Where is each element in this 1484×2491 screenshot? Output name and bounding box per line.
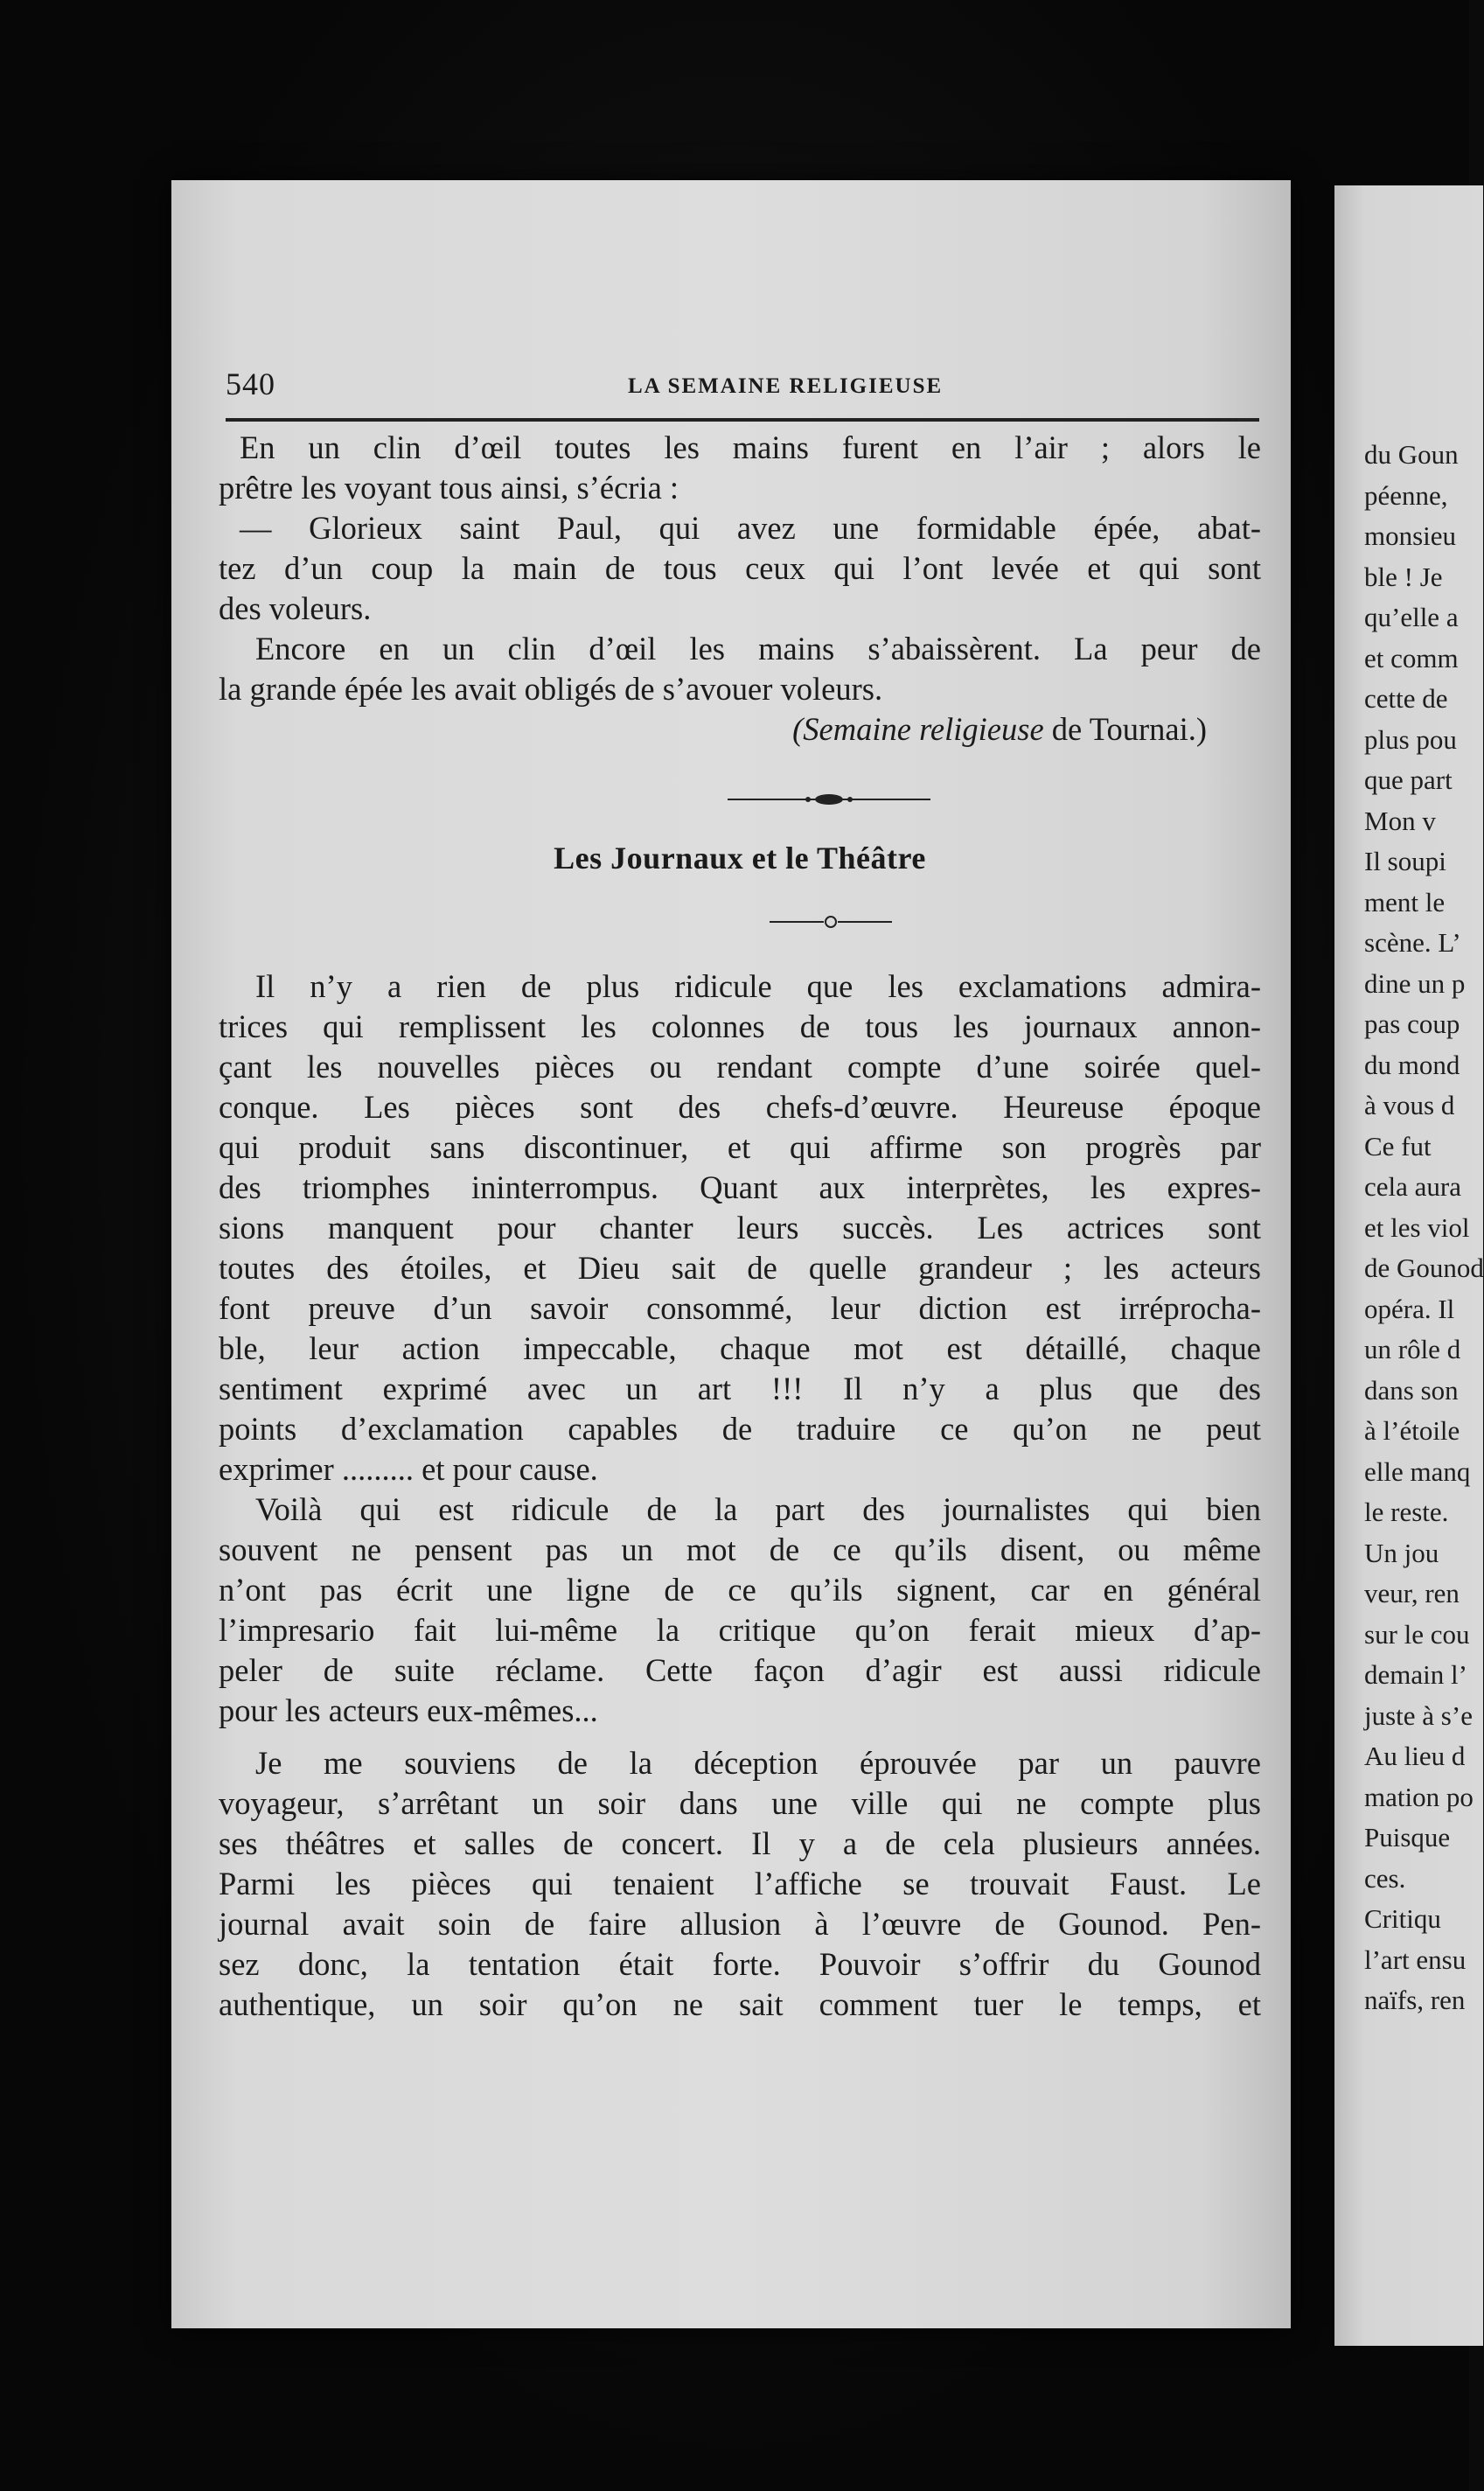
section-title: Les Journaux et le Théâtre bbox=[554, 841, 926, 876]
intro-line: des voleurs. bbox=[219, 590, 372, 626]
intro-line: Encore en un clin d’œil les mains s’abaissèrent. La peur de bbox=[255, 631, 1261, 666]
small-divider bbox=[770, 913, 892, 931]
facing-page-line: naïfs, ren bbox=[1364, 1985, 1466, 2015]
facing-page-line: monsieu bbox=[1364, 520, 1457, 551]
source-citation bbox=[219, 711, 1207, 747]
facing-page-line: et comm bbox=[1364, 642, 1459, 673]
text-line: conque. Les pièces sont des chefs-d’œuvre. Heureuse époque bbox=[219, 1089, 1261, 1125]
facing-page-line: cela aura bbox=[1364, 1171, 1461, 1202]
facing-page-line: péenne, bbox=[1364, 479, 1448, 511]
text-line: Il n’y a rien de plus ridicule que les exclamations admira- bbox=[255, 968, 1261, 1004]
facing-page-line: dans son bbox=[1364, 1374, 1459, 1406]
facing-page-line: pas coup bbox=[1364, 1008, 1460, 1039]
facing-page-line: dine un p bbox=[1364, 967, 1466, 999]
facing-page-line: un rôle d bbox=[1364, 1334, 1461, 1364]
facing-page-line: Critiqu bbox=[1364, 1903, 1441, 1934]
facing-page-line: elle manq bbox=[1364, 1455, 1471, 1487]
facing-page-line: du Goun bbox=[1364, 439, 1459, 470]
facing-page-line: Puisque bbox=[1364, 1822, 1451, 1853]
header-rule bbox=[226, 418, 1259, 422]
facing-page-line: de Gounod bbox=[1364, 1252, 1484, 1283]
facing-page-line: demain l’ bbox=[1364, 1659, 1467, 1690]
facing-page-line: opéra. Il bbox=[1364, 1293, 1455, 1324]
text-line: pour les acteurs eux-mêmes... bbox=[219, 1692, 598, 1728]
running-head-title: LA SEMAINE RELIGIEUSE bbox=[628, 374, 944, 398]
facing-page-line: à l’étoile bbox=[1364, 1415, 1460, 1446]
text-line: voyageur, s’arrêtant un soir dans une ville qui ne compte plus bbox=[219, 1785, 1261, 1821]
source-rest: de Tournai.) bbox=[1043, 711, 1207, 747]
facing-page-line: et les viol bbox=[1364, 1211, 1470, 1243]
facing-page-line: sur le cou bbox=[1364, 1618, 1470, 1650]
facing-page-line: cette de bbox=[1364, 683, 1448, 714]
intro-line: tez d’un coup la main de tous ceux qui l’ont levée et qui sont bbox=[219, 550, 1261, 586]
facing-page-line: ces. bbox=[1364, 1862, 1406, 1894]
facing-page-line: Il soupi bbox=[1364, 846, 1446, 876]
facing-page-line: mation po bbox=[1364, 1781, 1474, 1812]
text-line: font preuve d’un savoir consommé, leur diction est irréprocha- bbox=[219, 1290, 1261, 1326]
text-line: peler de suite réclame. Cette façon d’agir est aussi ridicule bbox=[219, 1652, 1261, 1688]
intro-line: — Glorieux saint Paul, qui avez une formidable épée, abat- bbox=[240, 510, 1261, 546]
text-line: çant les nouvelles pièces ou rendant compte d’une soirée quel- bbox=[219, 1049, 1261, 1085]
text-line: sentiment exprimé avec un art !!! Il n’y a plus que des bbox=[219, 1371, 1261, 1406]
page-number: 540 bbox=[226, 366, 275, 401]
facing-page-fragment bbox=[1334, 185, 1483, 2346]
facing-page-line: veur, ren bbox=[1364, 1578, 1460, 1608]
facing-page-line: ble ! Je bbox=[1364, 561, 1443, 592]
text-line: ble, leur action impeccable, chaque mot est détaillé, chaque bbox=[219, 1330, 1261, 1366]
text-line: trices qui remplissent les colonnes de tous les journaux annon- bbox=[219, 1008, 1261, 1044]
facing-page-line: l’art ensu bbox=[1364, 1943, 1467, 1975]
text-line: des triomphes ininterrompus. Quant aux interprètes, les expres- bbox=[219, 1169, 1261, 1205]
facing-page-line: du mond bbox=[1364, 1049, 1460, 1080]
facing-page-line: scène. L’ bbox=[1364, 927, 1461, 958]
text-line: sions manquent pour chanter leurs succès. Les actrices sont bbox=[219, 1210, 1261, 1246]
text-line: toutes des étoiles, et Dieu sait de quelle grandeur ; les acteurs bbox=[219, 1250, 1261, 1286]
facing-page-line: à vous d bbox=[1364, 1090, 1455, 1120]
text-line: qui produit sans discontinuer, et qui affirme son progrès par bbox=[219, 1129, 1261, 1165]
text-line: Voilà qui est ridicule de la part des journalistes qui bien bbox=[255, 1491, 1261, 1527]
facing-page-line: Mon v bbox=[1364, 805, 1436, 836]
facing-page-line: plus pou bbox=[1364, 723, 1457, 755]
facing-page-line: juste à s’e bbox=[1364, 1699, 1473, 1731]
intro-line: prêtre les voyant tous ainsi, s’écria : bbox=[219, 470, 679, 506]
facing-page-line: qu’elle a bbox=[1364, 602, 1459, 632]
source-italic: (Semaine religieuse bbox=[792, 711, 1044, 747]
ornament-divider bbox=[728, 791, 930, 808]
intro-line: En un clin d’œil toutes les mains furent en l’air ; alors le bbox=[240, 429, 1261, 465]
running-head bbox=[226, 366, 1258, 404]
text-line: n’ont pas écrit une ligne de ce qu’ils signent, car en général bbox=[219, 1572, 1261, 1608]
facing-page-line: le reste. bbox=[1364, 1497, 1449, 1527]
text-line: exprimer ......... et pour cause. bbox=[219, 1451, 598, 1487]
text-line: sez donc, la tentation était forte. Pouvoir s’offrir du Gounod bbox=[219, 1946, 1261, 1982]
facing-page-line: ment le bbox=[1364, 886, 1446, 918]
text-line: Je me souviens de la déception éprouvée par un pauvre bbox=[255, 1745, 1261, 1781]
text-line: Parmi les pièces qui tenaient l’affiche se trouvait Faust. Le bbox=[219, 1866, 1261, 1901]
facing-page-line: Au lieu d bbox=[1364, 1741, 1466, 1771]
text-line: journal avait soin de faire allusion à l’œuvre de Gounod. Pen- bbox=[219, 1906, 1261, 1942]
facing-page-line: que part bbox=[1364, 764, 1453, 795]
text-line: points d’exclamation capables de traduire ce qu’on ne peut bbox=[219, 1411, 1261, 1447]
intro-line: la grande épée les avait obligés de s’avouer voleurs. bbox=[219, 671, 883, 707]
facing-page-line: Ce fut bbox=[1364, 1130, 1432, 1162]
text-line: souvent ne pensent pas un mot de ce qu’ils disent, ou même bbox=[219, 1532, 1261, 1567]
facing-page-line: Un jou bbox=[1364, 1537, 1439, 1568]
text-line: authentique, un soir qu’on ne sait comment tuer le temps, et bbox=[219, 1986, 1261, 2022]
text-line: ses théâtres et salles de concert. Il y a de cela plusieurs années. bbox=[219, 1825, 1261, 1861]
text-line: l’impresario fait lui-même la critique qu’on ferait mieux d’ap- bbox=[219, 1612, 1261, 1648]
